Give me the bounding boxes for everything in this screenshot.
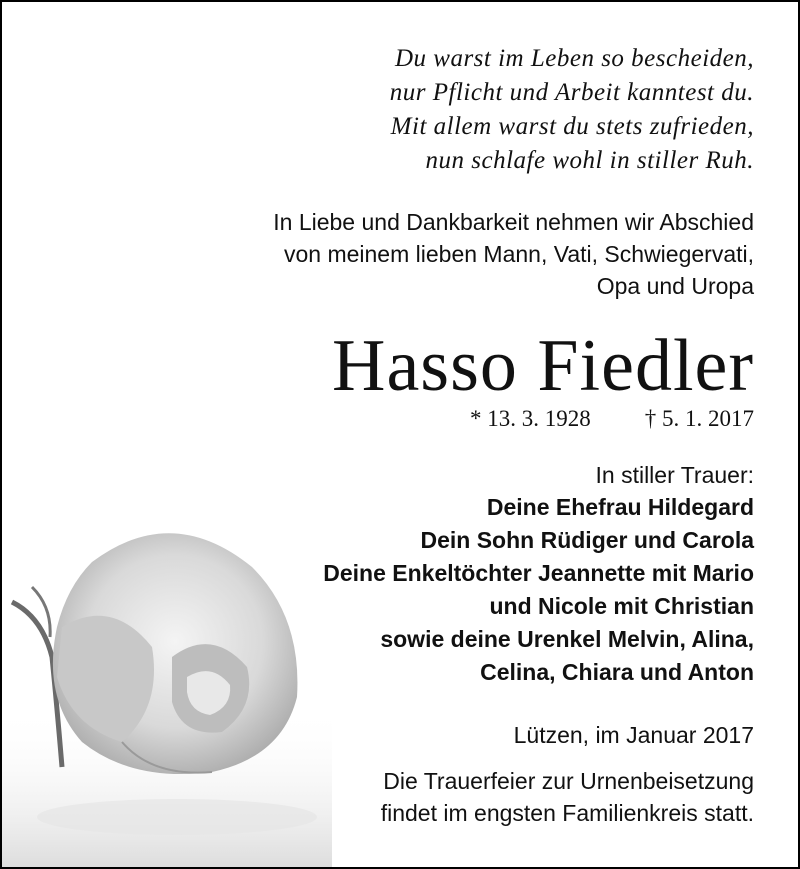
intro-line: Opa und Uropa	[596, 273, 754, 299]
farewell-intro	[42, 206, 754, 302]
mourner-line: Celina, Chiara und Anton	[480, 659, 754, 685]
mourner-line: und Nicole mit Christian	[489, 593, 754, 619]
birth-date: * 13. 3. 1928	[470, 406, 591, 431]
service-line: findet im engsten Familienkreis statt.	[380, 800, 754, 826]
memorial-poem	[42, 42, 754, 178]
mourners-heading: In stiller Trauer:	[595, 462, 754, 488]
poem-line: Du warst im Leben so bescheiden,	[394, 45, 754, 72]
poem-line: nun schlafe wohl in stiller Ruh.	[425, 147, 754, 174]
poem-line: Mit allem warst du stets zufrieden,	[390, 113, 754, 140]
poem-line: nur Pflicht und Arbeit kanntest du.	[389, 79, 754, 106]
deceased-name: Hasso Fiedler	[332, 325, 754, 407]
mourners-list	[42, 459, 754, 689]
funeral-notice	[42, 765, 754, 829]
intro-line: In Liebe und Dankbarkeit nehmen wir Abschied	[273, 209, 754, 235]
service-line: Die Trauerfeier zur Urnenbeisetzung	[383, 768, 754, 794]
death-date: † 5. 1. 2017	[644, 406, 754, 431]
mourner-line: Deine Enkeltöchter Jeannette mit Mario	[323, 560, 754, 586]
mourner-line: Dein Sohn Rüdiger und Carola	[420, 527, 754, 553]
life-dates	[42, 404, 754, 434]
mourner-line: sowie deine Urenkel Melvin, Alina,	[380, 626, 754, 652]
intro-line: von meinem lieben Mann, Vati, Schwiegervati,	[283, 241, 754, 267]
place-and-date: Lützen, im Januar 2017	[513, 722, 754, 748]
mourner-line: Deine Ehefrau Hildegard	[486, 494, 754, 520]
